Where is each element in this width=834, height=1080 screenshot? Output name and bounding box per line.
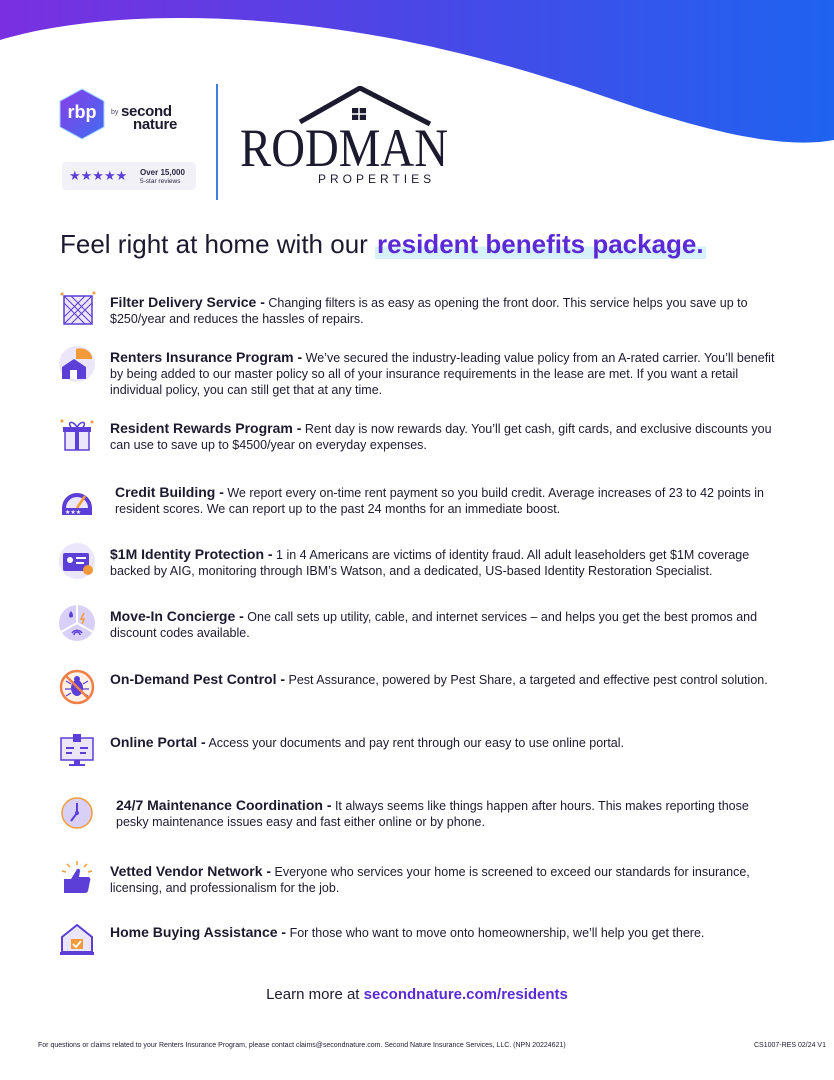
item-title: 24/7 Maintenance Coordination - xyxy=(116,797,332,813)
item-desc: We report every on-time rent payment so you build credit. Average increases of 23 to 42 points in resident scores. We can report up to the past 24 months for an immediate boost. xyxy=(115,486,764,516)
item-title: Credit Building - xyxy=(115,484,224,500)
residents-link[interactable]: secondnature.com/residents xyxy=(363,986,568,1003)
item-title: Filter Delivery Service - xyxy=(110,294,265,310)
properties-label: PROPERTIES xyxy=(318,172,436,186)
item-title: Home Buying Assistance - xyxy=(110,924,287,940)
reviews-badge xyxy=(62,162,196,190)
id-card-icon xyxy=(58,542,96,580)
item-desc: It always seems like things happen after hours. This makes reporting those pesky maintenance issues easy and fast either online or by phone. xyxy=(116,799,749,829)
no-bug-icon xyxy=(58,667,96,705)
umbrella-house-icon xyxy=(58,345,96,383)
headline-highlight: resident benefits package. xyxy=(377,229,704,259)
credit-gauge-icon xyxy=(58,480,96,518)
second-nature-wordmark xyxy=(121,105,177,131)
item-title: Vetted Vendor Network - xyxy=(110,863,272,879)
list-item-text xyxy=(110,863,775,896)
list-item-text xyxy=(110,546,775,579)
item-title: Renters Insurance Program - xyxy=(110,349,303,365)
item-title: $1M Identity Protection - xyxy=(110,546,273,562)
home-check-icon xyxy=(58,920,96,958)
headline-plain: Feel right at home with our xyxy=(60,229,368,259)
clock-icon xyxy=(58,793,96,831)
list-item-text xyxy=(115,484,780,517)
learn-more-prefix: Learn more at xyxy=(266,986,364,1003)
page-title xyxy=(60,229,706,260)
reviews-sub: 5-star reviews xyxy=(140,178,181,185)
rodman-logo xyxy=(240,86,450,190)
learn-more xyxy=(0,986,834,1003)
item-desc: Changing filters is as easy as opening the front door. This service helps you save up to $250/year and reduces the hassles of repairs. xyxy=(110,296,748,326)
nature-label: nature xyxy=(133,116,178,133)
filter-icon xyxy=(58,290,96,328)
list-item-text xyxy=(110,608,775,641)
item-title: Online Portal - xyxy=(110,734,206,750)
footer-disclaimer: For questions or claims related to your Renters Insurance Program, please contact claims@secondnature.com. Second Nature Insurance Services, LLC. (NPN 20224621) xyxy=(38,1042,566,1049)
reviews-count: Over 15,000 xyxy=(140,168,185,177)
rodman-R: RODMAN xyxy=(240,118,448,178)
list-item-text xyxy=(110,924,775,941)
svg-text:★★★: ★★★ xyxy=(65,509,82,516)
rbp-wordmark: rbp xyxy=(67,102,97,122)
item-desc: We’ve secured the industry-leading value policy from an A-rated carrier. You’ll benefit by being added to our master policy so all of your insurance requirements in the lease are met. If you want a retail individual policy, you can still get that at any time. xyxy=(110,351,775,397)
item-title: On-Demand Pest Control - xyxy=(110,671,286,687)
monitor-icon xyxy=(58,730,96,768)
footer-code: CS1007-RES 02/24 V1 xyxy=(754,1042,826,1049)
item-desc: Everyone who services your home is screened to exceed our standards for insurance, licensing, and professionalism for the job. xyxy=(110,865,750,895)
item-desc: Rent day is now rewards day. You’ll get cash, gift cards, and exclusive discounts you can use to save up to $4500/year on everyday expenses. xyxy=(110,422,772,452)
item-desc: Access your documents and pay rent through our easy to use online portal. xyxy=(205,736,624,750)
list-item-text xyxy=(110,294,775,327)
by-label: by xyxy=(111,109,119,116)
item-desc: 1 in 4 Americans are victims of identity fraud. All adult leaseholders get $1M coverage backed by AIG, monitoring through IBM’s Watson, and a dedicated, US-based Identity Restoration Specialist. xyxy=(110,548,750,578)
list-item-text xyxy=(110,420,775,453)
logo-divider xyxy=(216,84,218,200)
item-desc: Pest Assurance, powered by Pest Share, a targeted and effective pest control solution. xyxy=(285,673,768,687)
second-label: second xyxy=(121,103,172,120)
reviews-text xyxy=(140,168,185,186)
thumbs-up-icon xyxy=(58,859,96,897)
star-rating-icon: ★★★★★ xyxy=(69,168,128,183)
item-desc: One call sets up utility, cable, and internet services – and helps you get the best promos and discount codes available. xyxy=(110,610,758,640)
list-item-text xyxy=(110,671,775,688)
list-item-text xyxy=(116,797,781,830)
list-item-text xyxy=(110,349,775,398)
list-item-text xyxy=(110,734,775,751)
item-desc: For those who want to move onto homeownership, we’ll help you get there. xyxy=(286,926,705,940)
gift-icon xyxy=(58,416,96,454)
item-title: Resident Rewards Program - xyxy=(110,420,302,436)
utilities-icon xyxy=(58,604,96,642)
rbp-logo xyxy=(58,88,198,198)
item-title: Move-In Concierge - xyxy=(110,608,244,624)
